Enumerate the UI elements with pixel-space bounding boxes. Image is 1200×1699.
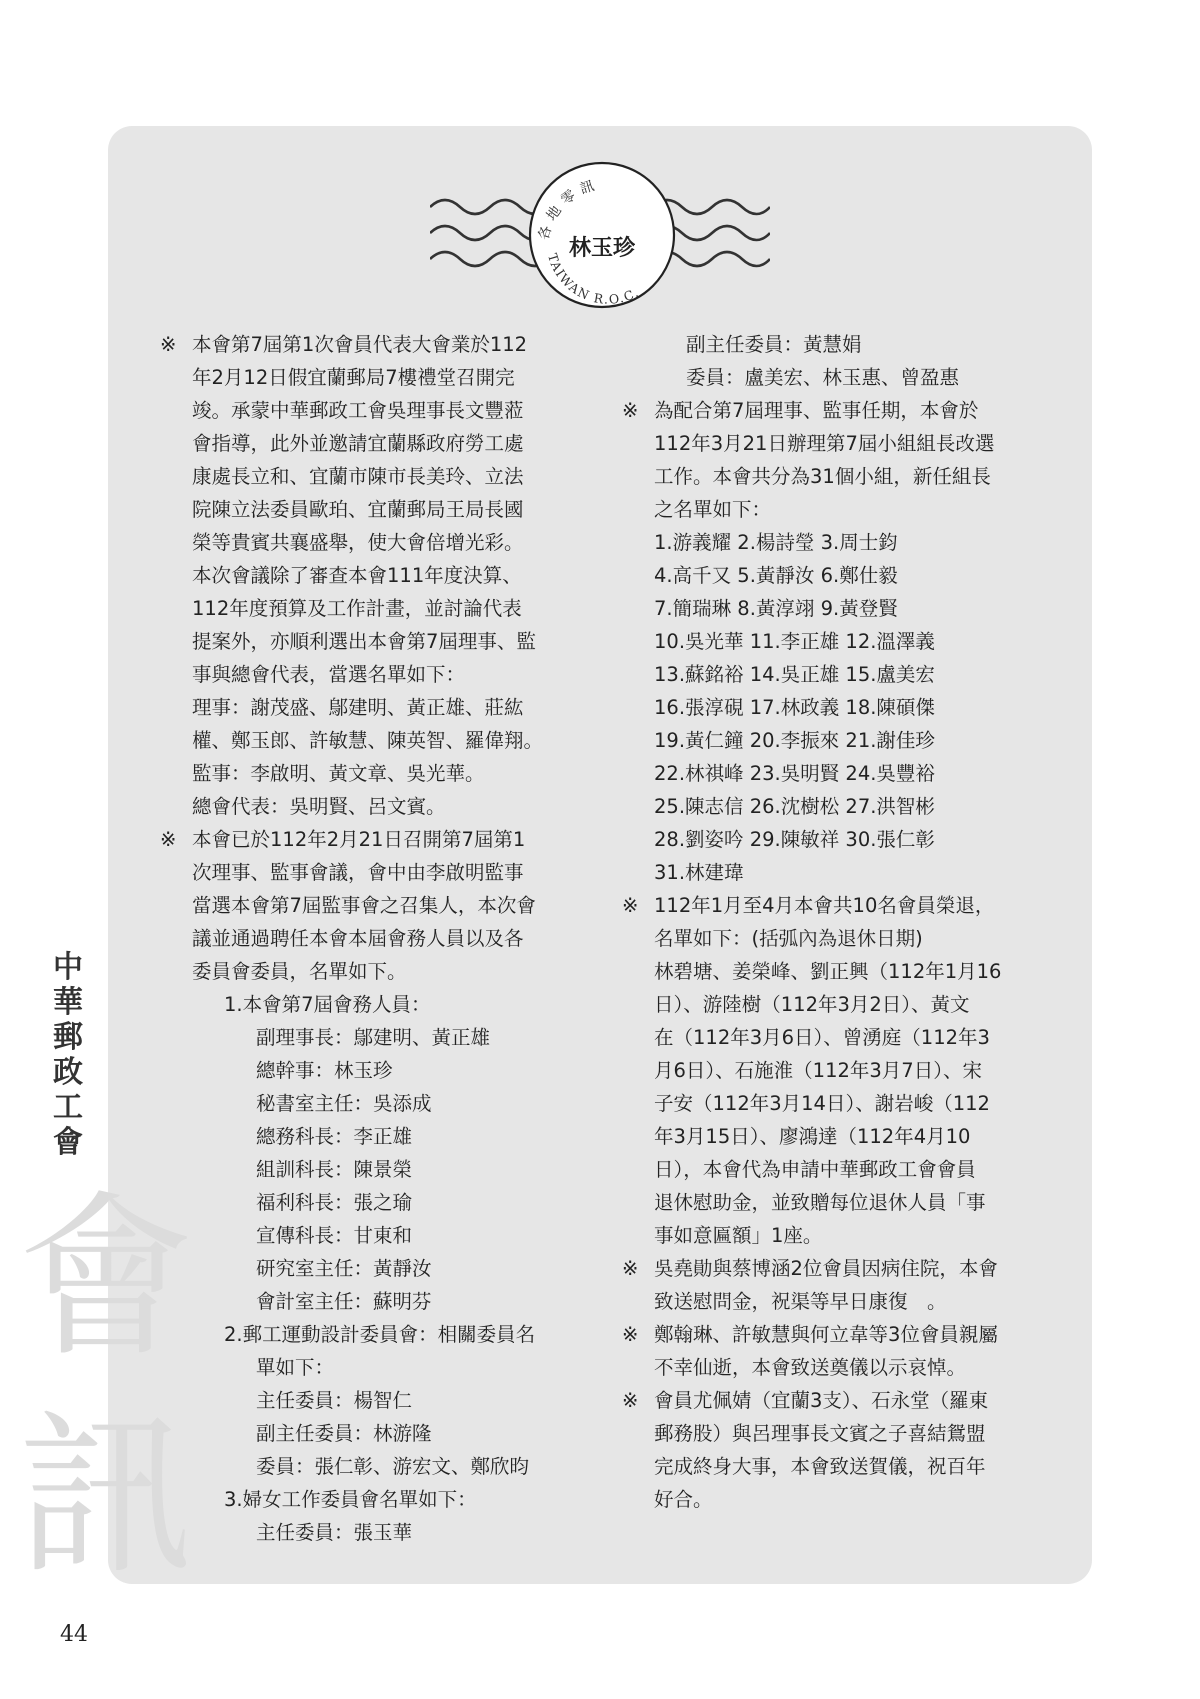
text-line: 委員會委員，名單如下。 [192, 960, 407, 983]
text-line: 112年1月至4月本會共10名會員榮退， [654, 894, 995, 917]
news-item [160, 328, 580, 823]
text-line: 4.高千又 5.黃靜汝 6.鄭仕毅 [654, 564, 898, 587]
text-line: 會計室主任：蘇明芬 [256, 1290, 432, 1313]
text-line: 總會代表：吳明賢、呂文賓。 [192, 795, 446, 818]
text-line: 研究室主任：黃靜汝 [256, 1257, 432, 1280]
text-line: 郵務股）與呂理事長文賓之子喜結鴛盟 [654, 1422, 986, 1445]
text-line: 19.黃仁鐘 20.李振來 21.謝佳珍 [654, 729, 935, 752]
news-item [622, 1384, 1048, 1516]
text-line: 竣。承蒙中華郵政工會吳理事長文豐蒞 [192, 399, 524, 422]
text-line: 不幸仙逝，本會致送奠儀以示哀悼。 [654, 1356, 967, 1379]
news-item [622, 1318, 1048, 1384]
text-line: 月6日）、石施淮（112年3月7日）、宋 [654, 1059, 982, 1082]
page-number: 44 [60, 1622, 88, 1647]
text-line: 112年度預算及工作計畫，並討論代表 [192, 597, 522, 620]
text-line: 康處長立和、宜蘭市陳市長美玲、立法 [192, 465, 524, 488]
left-column [160, 328, 580, 1549]
watermark-char: 訊 [17, 1394, 194, 1599]
text-line: 本會第7屆第1次會員代表大會業於112 [192, 333, 528, 356]
text-line: 完成終身大事，本會致送賀儀，祝百年 [654, 1455, 986, 1478]
text-line: 權、鄭玉郎、許敏慧、陳英智、羅偉翔。 [192, 729, 544, 752]
text-line: 名單如下：(括弧內為退休日期) [654, 927, 923, 950]
text-line: 組訓科長：陳景榮 [256, 1158, 413, 1181]
news-item [622, 889, 1048, 1252]
text-line: 1.游義耀 2.楊詩瑩 3.周士鈞 [654, 531, 898, 554]
title-char: 會 [53, 1125, 83, 1160]
text-line: 次理事、監事會議，會中由李啟明監事 [192, 861, 524, 884]
text-line: 主任委員：楊智仁 [256, 1389, 413, 1412]
reference-mark-icon: ※ [622, 399, 639, 422]
sub-heading: 1.本會第7屆會務人員： [224, 993, 431, 1016]
text-line: 秘書室主任：吳添成 [256, 1092, 432, 1115]
text-line: 榮等貴賓共襄盛舉，使大會倍增光彩。 [192, 531, 524, 554]
sub-heading: 3.婦女工作委員會名單如下： [224, 1488, 477, 1511]
text-line: 副主任委員：林游隆 [256, 1422, 432, 1445]
text-line: 監事：李啟明、黃文章、吳光華。 [192, 762, 485, 785]
text-line: 本次會議除了審查本會111年度決算、 [192, 564, 522, 587]
text-line: 年2月12日假宜蘭郵局7樓禮堂召開完 [192, 366, 515, 389]
text-line: 事如意匾額」1座。 [654, 1224, 823, 1247]
text-line: 28.劉姿吟 29.陳敏祥 30.張仁彰 [654, 828, 935, 851]
text-line: 22.林祺峰 23.吳明賢 24.吳豐裕 [654, 762, 935, 785]
reference-mark-icon: ※ [622, 1389, 639, 1412]
text-line: 院陳立法委員歐珀、宜蘭郵局王局長國 [192, 498, 524, 521]
title-char: 華 [53, 985, 83, 1020]
text-line: 子安（112年3月14日）、謝岩峻（112 [654, 1092, 990, 1115]
text-line: 事與總會代表，當選名單如下： [192, 663, 466, 686]
right-column [622, 328, 1048, 1516]
text-line: 7.簡瑞琳 8.黃淳翊 9.黃登賢 [654, 597, 898, 620]
text-line: 總幹事：林玉珍 [256, 1059, 393, 1082]
text-line: 當選本會第7屆監事會之召集人，本次會 [192, 894, 536, 917]
news-item [622, 394, 1048, 889]
reference-mark-icon: ※ [622, 1257, 639, 1280]
text-line: 理事：謝茂盛、鄔建明、黃正雄、莊紘 [192, 696, 524, 719]
stamp-name: 林玉珍 [568, 235, 636, 261]
text-line: 副主任委員：黃慧娟 [686, 333, 862, 356]
title-char: 郵 [53, 1020, 83, 1055]
text-line: 林碧塘、姜榮峰、劉正興（112年1月16 [654, 960, 1002, 983]
text-line: 年3月15日）、廖鴻達（112年4月10 [654, 1125, 971, 1148]
union-name-vertical [48, 950, 88, 1160]
text-line: 提案外，亦順利選出本會第7屆理事、監 [192, 630, 536, 653]
watermark-char: 會 [17, 1176, 194, 1381]
postmark-stamp [430, 145, 770, 325]
text-line: 之名單如下： [654, 498, 772, 521]
text-line: 25.陳志信 26.沈樹松 27.洪智彬 [654, 795, 935, 818]
text-line: 112年3月21日辦理第7屆小組組長改選 [654, 432, 995, 455]
sub-heading: 2.郵工運動設計委員會：相關委員名 [224, 1323, 536, 1346]
text-line: 議並通過聘任本會本屆會務人員以及各 [192, 927, 524, 950]
text-line: 退休慰助金，並致贈每位退休人員「事 [654, 1191, 986, 1214]
text-line: 日），本會代為申請中華郵政工會會員 [654, 1158, 976, 1181]
text-line: 在（112年3月6日）、曾湧庭（112年3 [654, 1026, 990, 1049]
news-item [622, 1252, 1048, 1318]
text-line: 委員：張仁彰、游宏文、鄭欣昀 [256, 1455, 530, 1478]
text-line: 主任委員：張玉華 [256, 1521, 413, 1544]
stamp-top-text: 各地零訊 [535, 176, 603, 243]
text-line: 會員尤佩婧（宜蘭3支）、石永堂（羅東 [654, 1389, 989, 1412]
reference-mark-icon: ※ [622, 894, 639, 917]
news-item [160, 823, 580, 1549]
reference-mark-icon: ※ [622, 1323, 639, 1346]
title-char: 中 [53, 950, 83, 985]
text-line: 副理事長：鄔建明、黃正雄 [256, 1026, 491, 1049]
text-line: 會指導，此外並邀請宜蘭縣政府勞工處 [192, 432, 524, 455]
sub-heading: 單如下： [256, 1356, 335, 1379]
text-line: 16.張淳硯 17.林政義 18.陳碩傑 [654, 696, 935, 719]
text-line: 為配合第7屆理事、監事任期，本會於 [654, 399, 979, 422]
text-line: 10.吳光華 11.李正雄 12.溫澤義 [654, 630, 935, 653]
text-line: 總務科長：李正雄 [256, 1125, 413, 1148]
text-line: 工作。本會共分為31個小組，新任組長 [654, 465, 991, 488]
text-line: 好合。 [654, 1488, 713, 1511]
text-line: 福利科長：張之瑜 [256, 1191, 413, 1214]
text-line: 宣傳科長：甘東和 [256, 1224, 413, 1247]
text-line: 鄭翰琳、許敏慧與何立韋等3位會員親屬 [654, 1323, 998, 1346]
text-line: 日）、游陸樹（112年3月2日）、黃文 [654, 993, 970, 1016]
title-char: 政 [53, 1055, 83, 1090]
text-line: 吳堯勛與蔡博涵2位會員因病住院，本會 [654, 1257, 998, 1280]
stamp-bottom-text: TAIWAN R.O.C. [544, 251, 642, 307]
title-char: 工 [53, 1090, 83, 1125]
text-line: 致送慰問金，祝渠等早日康復 。 [654, 1290, 947, 1313]
text-line: 31.林建瑋 [654, 861, 744, 884]
text-line: 13.蘇銘裕 14.吳正雄 15.盧美宏 [654, 663, 935, 686]
reference-mark-icon: ※ [160, 333, 177, 356]
text-line: 本會已於112年2月21日召開第7屆第1 [192, 828, 526, 851]
continued-list [622, 328, 1048, 394]
text-line: 委員：盧美宏、林玉惠、曾盈惠 [686, 366, 960, 389]
reference-mark-icon: ※ [160, 828, 177, 851]
